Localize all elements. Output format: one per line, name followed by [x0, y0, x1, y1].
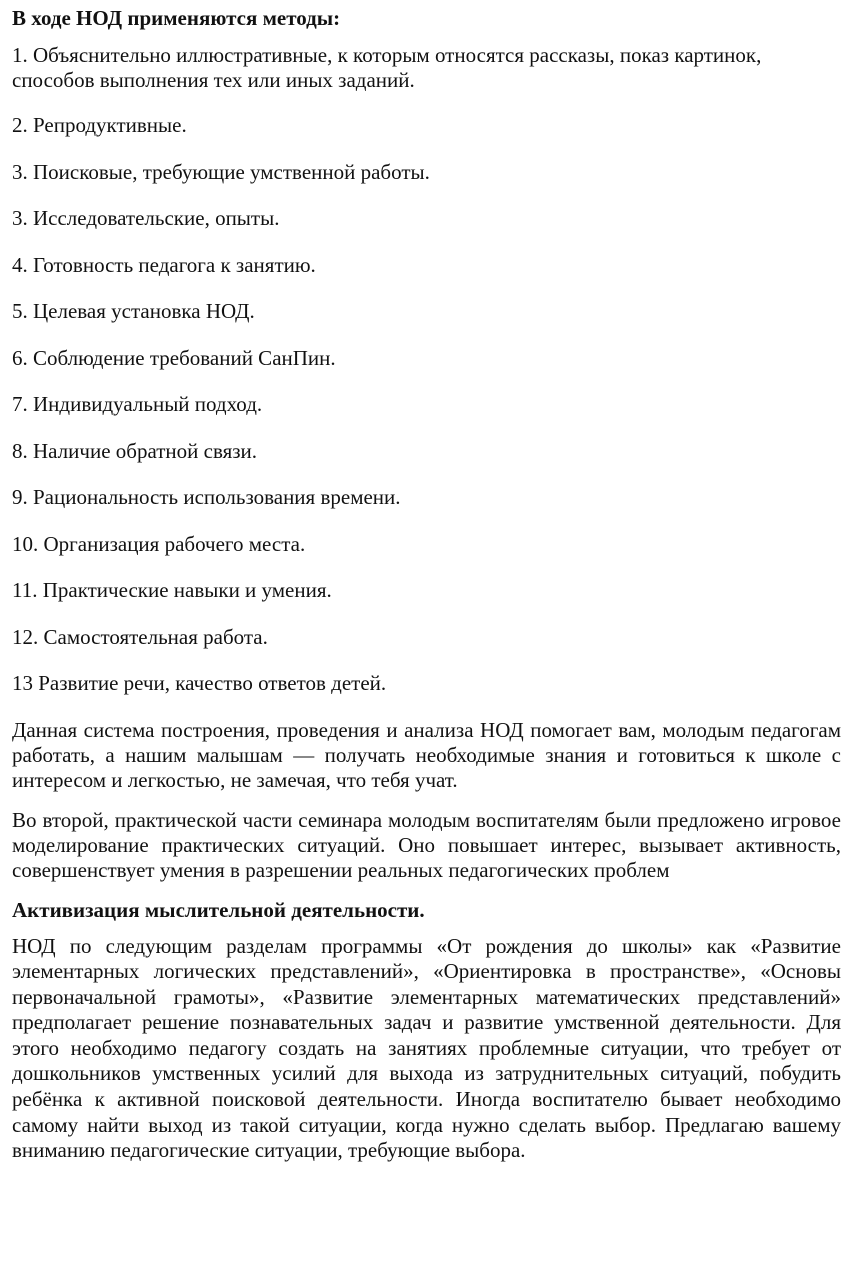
list-item: 3. Исследовательские, опыты. — [12, 206, 280, 230]
paragraph-nod: НОД по следующим разделам программы «От рождения до школы» как «Развитие элементарных логических представлений», «Ориентировка в пространстве», «Основы первоначальной грамоты», «Развитие элементарных математических представлений» предполагает решение познавательных задач и развитие умственной деятельности. Для этого необходимо педагогу создать на занятиях проблемные ситуации, что требует от дошкольников умственных усилий для выхода из затруднительных ситуаций, побудить ребёнка к активной поисковой деятельности. Иногда воспитателю бывает необходимо самому найти выход из такой ситуации, когда нужно сделать выбор. Предлагаю вашему вниманию педагогические ситуации, требующие выбора. — [12, 933, 841, 1163]
heading-methods: В ходе НОД применяются методы: — [12, 6, 341, 30]
list-item: 9. Рациональность использования времени. — [12, 485, 401, 509]
list-item: 7. Индивидуальный подход. — [12, 392, 263, 416]
list-item: 2. Репродуктивные. — [12, 113, 187, 137]
list-item: 1. Объяснительно иллюстративные, к которым относятся рассказы, показ картинок, способов выполнения тех или иных заданий. — [12, 43, 762, 92]
list-item: 5. Целевая установка НОД. — [12, 299, 255, 323]
list-item: 3. Поисковые, требующие умственной работы. — [12, 159, 430, 184]
paragraph-seminar: Во второй, практической части семинара молодым воспитателям были предложено игровое моделирование практических ситуаций. Оно повышает интерес, вызывает активность, совершенствует умения в разрешении реальных педагогических проблем — [12, 807, 841, 882]
list-item: 6. Соблюдение требований СанПин. — [12, 345, 336, 370]
list-item: 4. Готовность педагога к занятию. — [12, 252, 316, 277]
heading-activation: Активизация мыслительной деятельности. — [12, 897, 425, 922]
list-item: 11. Практические навыки и умения. — [12, 578, 332, 602]
list-item: 10. Организация рабочего места. — [12, 531, 306, 556]
paragraph-system: Данная система построения, проведения и анализа НОД помогает вам, молодым педагогам работать, а нашим малышам — получать необходимые знания и готовиться к школе с интересом и легкостью, не замечая, что тебя учат. — [12, 717, 841, 792]
methods-list — [12, 43, 841, 696]
list-item: 8. Наличие обратной связи. — [12, 438, 258, 463]
list-item: 13 Развитие речи, качество ответов детей. — [12, 671, 387, 695]
list-item: 12. Самостоятельная работа. — [12, 624, 268, 649]
